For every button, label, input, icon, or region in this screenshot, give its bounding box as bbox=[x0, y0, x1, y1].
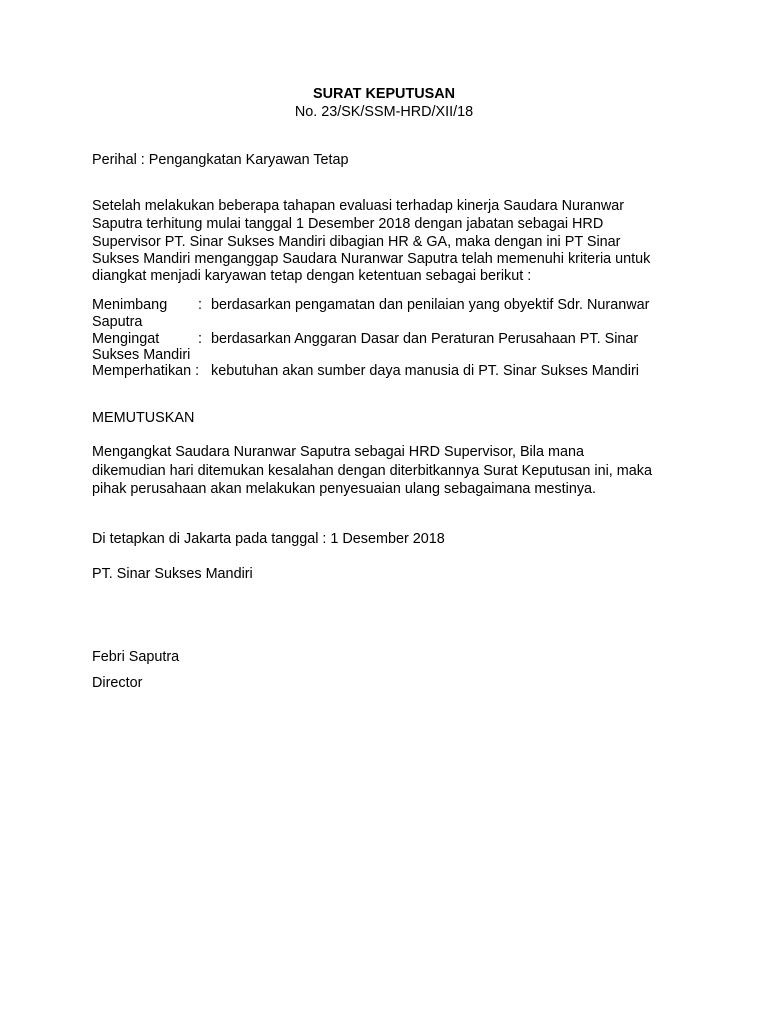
signatory-name: Febri Saputra bbox=[92, 649, 180, 665]
decision-heading: MEMUTUSKAN bbox=[92, 410, 195, 426]
opening-line: diangkat menjadi karyawan tetap dengan ketentuan sebagai berikut : bbox=[92, 268, 532, 284]
consideration-label: Menimbang bbox=[92, 297, 168, 313]
consideration-continuation: Sukses Mandiri bbox=[92, 347, 191, 363]
document-number: No. 23/SK/SSM-HRD/XII/18 bbox=[294, 104, 474, 120]
signatory-position: Director bbox=[92, 675, 143, 691]
consideration-colon: : bbox=[198, 297, 202, 313]
consideration-label: Memperhatikan : bbox=[92, 363, 200, 379]
opening-line: Setelah melakukan beberapa tahapan evaluasi terhadap kinerja Saudara Nuranwar bbox=[92, 198, 625, 214]
decision-line: dikemudian hari ditemukan kesalahan dengan diterbitkannya Surat Keputusan ini, maka bbox=[92, 463, 652, 479]
opening-line: Saputra terhitung mulai tanggal 1 Desember 2018 dengan jabatan sebagai HRD bbox=[92, 216, 604, 232]
consideration-continuation: Saputra bbox=[92, 314, 143, 330]
consideration-colon: : bbox=[198, 331, 202, 347]
decision-line: Mengangkat Saudara Nuranwar Saputra sebagai HRD Supervisor, Bila mana bbox=[92, 444, 584, 460]
place-date: Di tetapkan di Jakarta pada tanggal : 1 Desember 2018 bbox=[92, 531, 445, 547]
decision-line: pihak perusahaan akan melakukan penyesuaian ulang sebagaimana mestinya. bbox=[92, 481, 597, 497]
document-title: SURAT KEPUTUSAN bbox=[312, 86, 456, 102]
consideration-text: kebutuhan akan sumber daya manusia di PT. Sinar Sukses Mandiri bbox=[211, 363, 639, 379]
opening-line: Sukses Mandiri menganggap Saudara Nuranwar Saputra telah memenuhi kriteria untuk bbox=[92, 251, 651, 267]
consideration-label: Mengingat bbox=[92, 331, 160, 347]
consideration-text: berdasarkan pengamatan dan penilaian yang obyektif Sdr. Nuranwar bbox=[211, 297, 650, 313]
subject-line: Perihal : Pengangkatan Karyawan Tetap bbox=[92, 152, 349, 168]
consideration-text: berdasarkan Anggaran Dasar dan Peraturan Perusahaan PT. Sinar bbox=[211, 331, 639, 347]
company-name: PT. Sinar Sukses Mandiri bbox=[92, 566, 253, 582]
opening-line: Supervisor PT. Sinar Sukses Mandiri dibagian HR & GA, maka dengan ini PT Sinar bbox=[92, 234, 621, 250]
